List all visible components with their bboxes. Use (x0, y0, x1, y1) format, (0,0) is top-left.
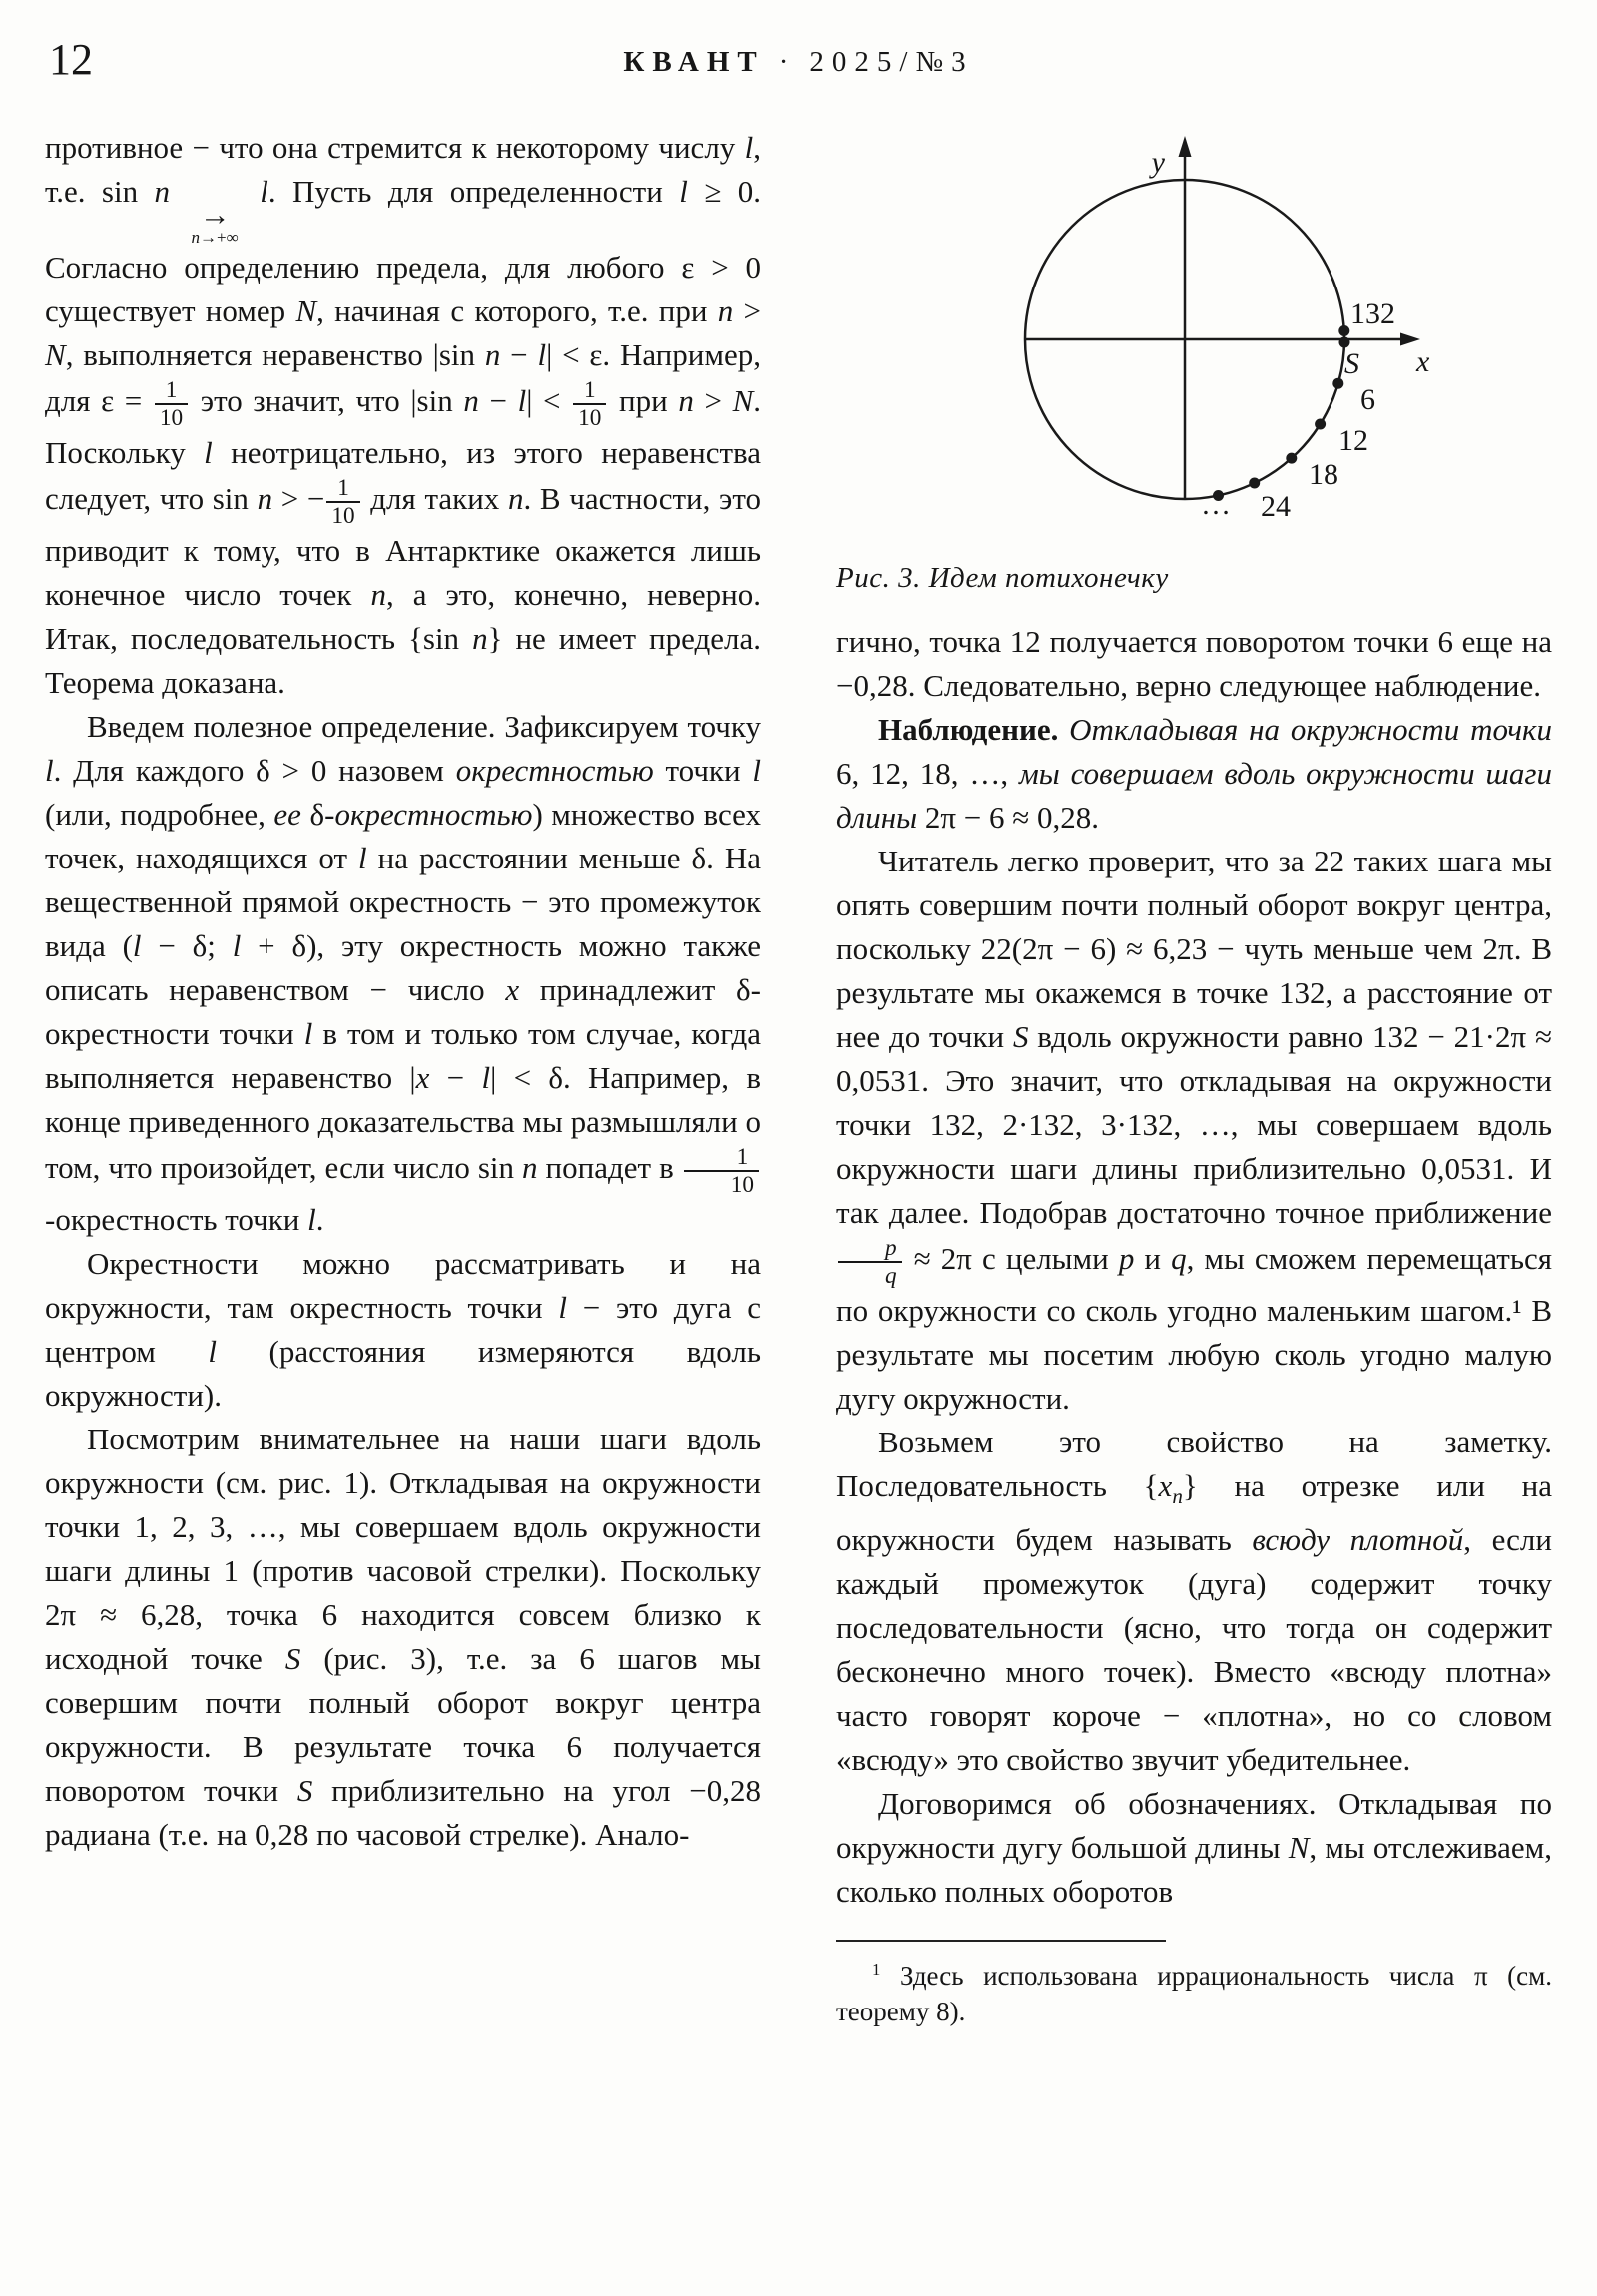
fraction: $\frac{1}{10}$ (682, 1144, 761, 1198)
point-18-dot (1286, 453, 1297, 464)
point-132-label: 132 (1349, 297, 1395, 330)
journal-masthead (45, 46, 1552, 79)
fraction: $\frac{1}{10}$ (324, 475, 361, 529)
ellipsis-label: … (1200, 488, 1231, 521)
masthead-separator: · (778, 46, 797, 78)
paragraph: Договоримся об обозначениях. Откладывая по окружности дугу большой длины N, мы отслеживаем, сколько полных оборотов (836, 1786, 1552, 1910)
paragraph: Наблюдение. Откладывая на окружности точки 6, 12, 18, …, мы совершаем вдоль окружности шаги длины 2π − 6 ≈ 0,28. (836, 712, 1552, 835)
fraction: $\frac{1}{10}$ (153, 377, 190, 431)
left-column (45, 126, 761, 2029)
point-s-label: S (1343, 347, 1359, 380)
point-24-label: 24 (1260, 490, 1291, 523)
y-axis-label: y (1151, 146, 1165, 179)
paragraph: Возьмем это свойство на заметку. Последовательность $\{x_n\}$ на отрезке или на окружности будем называть всюду плотной, если каждый промежуток (дуга) содержит точку последовательности (ясно, что тогда он содержит бесконечно много точек). Вместо «всюду плотна» часто говорят короче − «плотна», но со словом «всюду» это свойство звучит убедительнее. (836, 1425, 1552, 1778)
circle-diagram (915, 130, 1474, 544)
fraction: $\frac{1}{10}$ (571, 377, 608, 431)
paragraph: Читатель легко проверит, что за 22 таких шага мы опять совершим почти полный оборот вокруг центра, поскольку 22(2π − 6) ≈ 6,23 − чуть меньше чем 2π. В результате мы окажемся в точке 132, а расстояние от нее до точки S вдоль окружности равно 132 − 21·2π ≈ 0,0531. Это значит, что откладывая на окружности точки 132, 2·132, 3·132, …, мы совершаем вдоль окружности шаги длины приблизительно 0,0531. И так далее. Подобрав достаточно точное приближение $\frac{p}{q}$ ≈ 2π с целыми p и q, мы сможем перемещаться по окружности со сколь угодно маленьким шагом.¹ В результате мы посетим любую сколь угодно малую дугу окружности. (836, 844, 1553, 1417)
point-6-dot (1332, 378, 1343, 389)
paragraph: Посмотрим внимательнее на наши шаги вдоль окружности (см. рис. 1). Откладывая на окружности точки 1, 2, 3, …, мы совершаем вдоль окружности шаги длины 1 (против часовой стрелки). Поскольку 2π ≈ 6,28, точка 6 находится совсем близко к исходной точке S (рис. 3), т.е. за 6 шагов мы совершим почти полный оборот вокруг центра окружности. В результате точка 6 получается поворотом точки S приблизительно на угол −0,28 радиана (т.е. на 0,28 по часовой стрелке). Анало- (45, 1422, 761, 1853)
point-132-dot (1338, 325, 1349, 336)
paragraph: гично, точка 12 получается поворотом точки 6 еще на −0,28. Следовательно, верно следующее наблюдение. (836, 624, 1552, 703)
point-12-label: 12 (1337, 424, 1368, 457)
page-number: 12 (49, 35, 93, 84)
right-column-text (836, 620, 1552, 1914)
footnote-rule (836, 1940, 1166, 1942)
paragraph: Окрестности можно рассматривать и на окружности, там окрестность точки l − это дуга с центром l (расстояния измеряются вдоль окружности). (45, 1246, 761, 1414)
footnote-body: Здесь использована иррациональность числа π (см. теорему 8). (836, 1961, 1552, 2027)
x-axis-arrow (1400, 333, 1420, 346)
limit-arrow: → n→+∞ (191, 197, 239, 248)
point-24-dot (1249, 478, 1260, 489)
right-column (836, 126, 1552, 2029)
footnote-text (836, 1952, 1552, 2029)
point-6-label: 6 (1359, 383, 1375, 416)
paragraph: Введем полезное определение. Зафиксируем точку l. Для каждого δ > 0 назовем окрестностью точки l (или, подробнее, ее δ-окрестностью) множество всех точек, находящихся от l на расстоянии меньше δ. На вещественной прямой окрестность − это промежуток вида (l − δ; l + δ), эту окрестность можно также описать неравенством − число x принадлежит δ-окрестности точки l в том и только том случае, когда выполняется неравенство |x − l| < δ. Например, в конце приведенного доказательства мы размышляли о том, что произойдет, если число sin n попадет в $\frac{1}{10}$ -окрестность точки l. (45, 709, 762, 1238)
paragraph: противное − что она стремится к некоторому числу l, т.е. sin n → n→+∞ l. Пусть для определенности l ≥ 0. Согласно определению предела, для любого ε > 0 существует номер N, начиная с которого, т.е. при n > N, выполняется неравенство |sin n − l| < ε. Например, для ε = $\frac{1}{10}$ это значит, что |sin n − l| < $\frac{1}{10}$ при n > N. Поскольку l неотрицательно, из этого неравенства следует, что sin n > − $\frac{1}{10}$ для таких n. В частности, это приводит к тому, что в Антарктике окажется лишь конечное число точек n, а это, конечно, неверно. Итак, последовательность {sin n} не имеет предела. Теорема доказана. (45, 130, 762, 701)
point-12-dot (1315, 419, 1326, 430)
footnote (836, 1940, 1552, 2029)
point-18-label: 18 (1308, 458, 1338, 491)
fraction: $\frac{p}{q}$ (836, 1235, 904, 1289)
figure-ris-3 (836, 130, 1552, 600)
two-column-layout (45, 126, 1552, 2029)
journal-issue: 2025/№3 (809, 46, 974, 78)
y-axis-arrow (1178, 136, 1191, 157)
footnote-marker: 1 (872, 1960, 881, 1980)
journal-title: КВАНТ (623, 46, 765, 78)
page-header (45, 34, 1552, 100)
x-axis-label: x (1415, 345, 1429, 378)
figure-caption: Рис. 3. Идем потихонечку (836, 562, 1169, 594)
point-s-dot (1338, 337, 1349, 348)
